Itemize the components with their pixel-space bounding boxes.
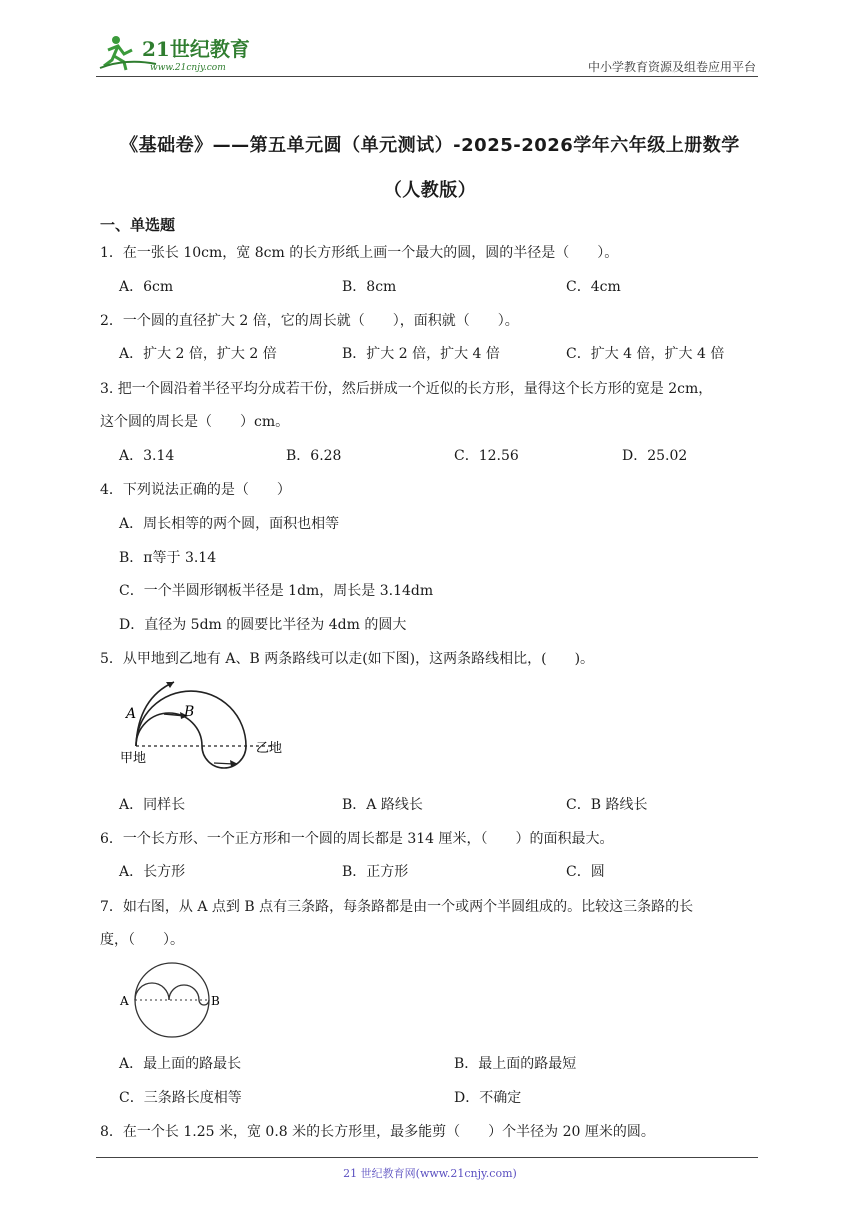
q3-option-a[interactable]: A．3.14 (119, 448, 175, 464)
q1-option-a[interactable]: A．6cm (119, 279, 174, 295)
question-2: 2．一个圆的直径扩大 2 倍，它的周长就（ ），面积就（ ）。 (100, 313, 519, 329)
question-1: 1．在一张长 10cm，宽 8cm 的长方形纸上画一个最大的圆，圆的半径是（ ）。 (100, 245, 619, 261)
page-header (96, 28, 758, 82)
page-subtitle: （人教版） (383, 180, 477, 201)
q4-option-b[interactable]: B．π等于 3.14 (119, 550, 217, 566)
question-3-cont: 这个圆的周长是（ ）cm。 (100, 414, 290, 430)
q3-option-d[interactable]: D．25.02 (622, 448, 688, 464)
q5-option-a[interactable]: A．同样长 (119, 797, 186, 813)
q3-option-b[interactable]: B．6.28 (286, 448, 342, 464)
start-label: 甲地 (120, 751, 147, 766)
footer-link[interactable]: 21 世纪教育网(www.21cnjy.com) (343, 1167, 517, 1180)
question-4: 4．下列说法正确的是（ ） (100, 482, 291, 498)
q4-option-a[interactable]: A．周长相等的两个圆，面积也相等 (119, 516, 340, 532)
q2-option-b[interactable]: B．扩大 2 倍，扩大 4 倍 (342, 346, 500, 362)
point-a-label: A (120, 994, 129, 1008)
platform-name: 中小学教育资源及组卷应用平台 (587, 60, 756, 74)
q4-option-c[interactable]: C．一个半圆形钢板半径是 1dm，周长是 3.14dm (119, 583, 434, 599)
question-8: 8．在一个长 1.25 米，宽 0.8 米的长方形里，最多能剪（ ）个半径为 20 厘米的圆。 (100, 1124, 655, 1140)
q6-option-b[interactable]: B．正方形 (342, 864, 409, 880)
q7-option-a[interactable]: A．最上面的路最长 (119, 1056, 242, 1072)
question-3: 3. 把一个圆沿着半径平均分成若干份，然后拼成一个近似的长方形，量得这个长方形的宽是 2cm， (100, 381, 713, 397)
q2-option-c[interactable]: C．扩大 4 倍，扩大 4 倍 (566, 346, 725, 362)
header-divider (96, 76, 758, 77)
question-7: 7．如右图，从 A 点到 B 点有三条路，每条路都是由一个或两个半圆组成的。比较这三条路的长 (100, 899, 694, 915)
end-label: 乙地 (256, 741, 283, 756)
logo (96, 28, 266, 78)
logo-url: www.21cnjy.com (150, 63, 226, 73)
q7-option-d[interactable]: D．不确定 (454, 1090, 522, 1106)
section-heading: 一、单选题 (100, 216, 176, 234)
q1-option-b[interactable]: B．8cm (342, 279, 397, 295)
question-7-cont: 度，（ ）。 (100, 932, 184, 948)
route-label-a: A (126, 706, 137, 722)
q6-option-c[interactable]: C．圆 (566, 864, 605, 880)
question-5: 5．从甲地到乙地有 A、B 两条路线可以走(如下图)，这两条路线相比，( )。 (100, 651, 595, 667)
point-b-label: B (211, 994, 220, 1008)
route-label-b: B (184, 704, 195, 720)
route-diagram (116, 676, 296, 780)
question-6: 6．一个长方形、一个正方形和一个圆的周长都是 314 厘米，（ ）的面积最大。 (100, 831, 614, 847)
q6-option-a[interactable]: A．长方形 (119, 864, 186, 880)
q7-option-b[interactable]: B．最上面的路最短 (454, 1056, 577, 1072)
page-title: 《基础卷》——第五单元圆（单元测试）-2025-2026学年六年级上册数学 (120, 135, 740, 156)
q1-option-c[interactable]: C．4cm (566, 279, 621, 295)
footer-divider (96, 1157, 758, 1158)
q2-option-a[interactable]: A．扩大 2 倍，扩大 2 倍 (119, 346, 277, 362)
q5-option-c[interactable]: C．B 路线长 (566, 797, 648, 813)
q4-option-d[interactable]: D．直径为 5dm 的圆要比半径为 4dm 的圆大 (119, 617, 407, 633)
q7-option-c[interactable]: C．三条路长度相等 (119, 1090, 242, 1106)
logo-text: 21世纪教育 (142, 37, 250, 61)
q3-option-c[interactable]: C．12.56 (454, 448, 519, 464)
semicircle-paths-diagram (118, 958, 228, 1038)
q5-option-b[interactable]: B．A 路线长 (342, 797, 423, 813)
